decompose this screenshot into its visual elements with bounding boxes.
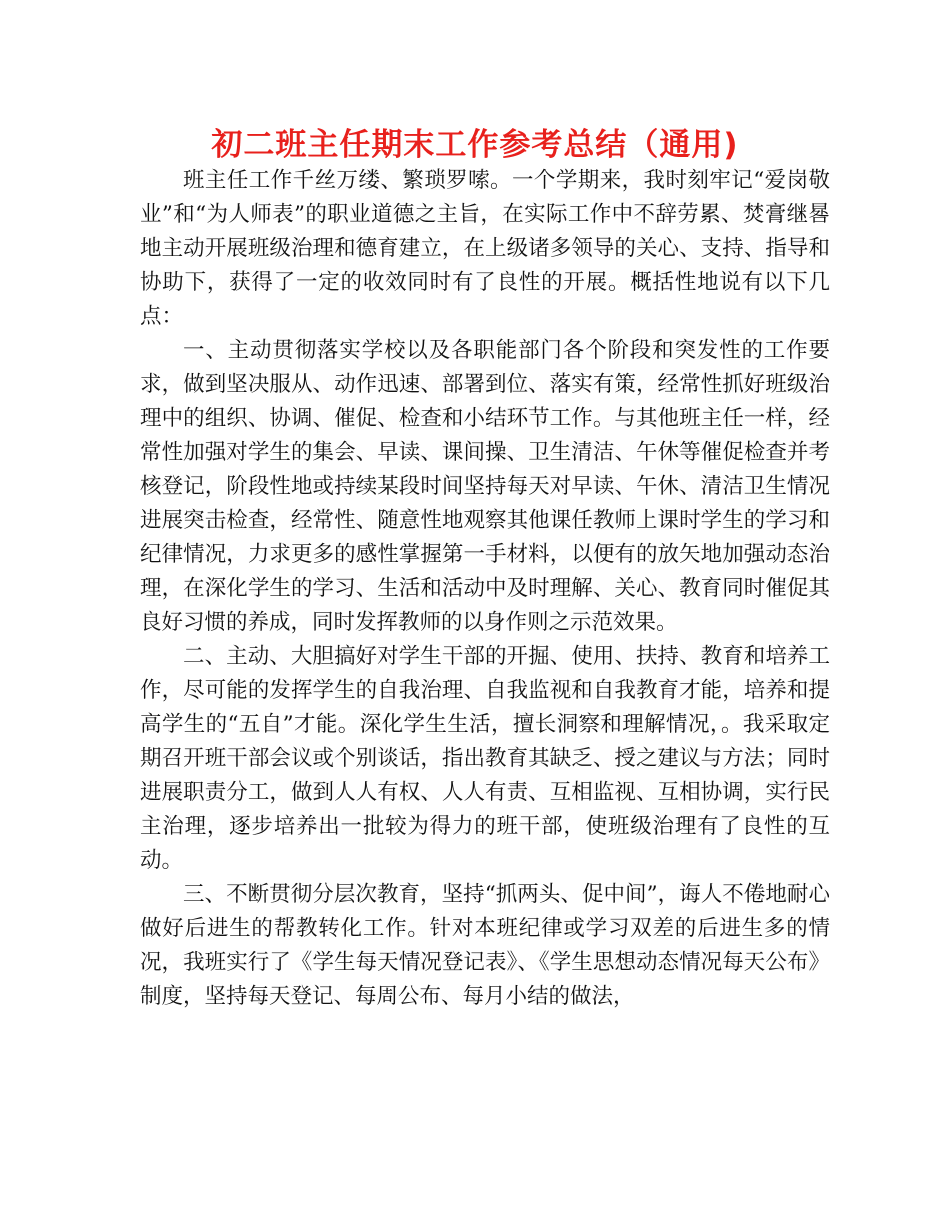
paragraph-point-one: 一、主动贯彻落实学校以及各职能部门各个阶段和突发性的工作要求，做到坚决服从、动作迅速、部署到位、落实有策，经常性抓好班级治理中的组织、协调、催促、检查和小结环节工作。与其他班主任一样，经常性加强对学生的集会、早读、课间操、卫生清洁、午休等催促检查并考核登记，阶段性地或持续某段时间坚持每天对早读、午休、清洁卫生情况进展突击检查，经常性、随意性地观察其他课任教师上课时学生的学习和纪律情况，力求更多的感性掌握第一手材料，以便有的放矢地加强动态治理，在深化学生的学习、生活和活动中及时理解、关心、教育同时催促其良好习惯的养成，同时发挥教师的以身作则之示范效果。 [140, 338, 830, 635]
document-title: 初二班主任期末工作参考总结（通用) [211, 127, 739, 163]
paragraph-point-three: 三、不断贯彻分层次教育，坚持“抓两头、促中间”，诲人不倦地耐心做好后进生的帮教转化工作。针对本班纪律或学习双差的后进生多的情况，我班实行了《学生每天情况登记表》、《学生思想动态情况每天公布》制度，坚持每天登记、每周公布、每月小结的做法， [140, 882, 830, 1009]
paragraph-intro: 班主任工作千丝万缕、繁琐罗嗦。一个学期来，我时刻牢记“爱岗敬业”和“为人师表”的职业道德之主旨，在实际工作中不辞劳累、焚膏继晷地主动开展班级治理和德育建立，在上级诸多领导的关心、支持、指导和协助下，获得了一定的收效同时有了良性的开展。概括性地说有以下几点： [140, 168, 830, 329]
paragraph-point-two: 二、主动、大胆搞好对学生干部的开掘、使用、扶持、教育和培养工作，尽可能的发挥学生的自我治理、自我监视和自我教育才能，培养和提高学生的“五自”才能。深化学生生活，擅长洞察和理解情况，。我采取定期召开班干部会议或个别谈话，指出教育其缺乏、授之建议与方法；同时进展职责分工，做到人人有权、人人有责、互相监视、互相协调，实行民主治理，逐步培养出一批较为得力的班干部，使班级治理有了良性的互动。 [140, 644, 830, 873]
document-body [140, 164, 830, 1014]
